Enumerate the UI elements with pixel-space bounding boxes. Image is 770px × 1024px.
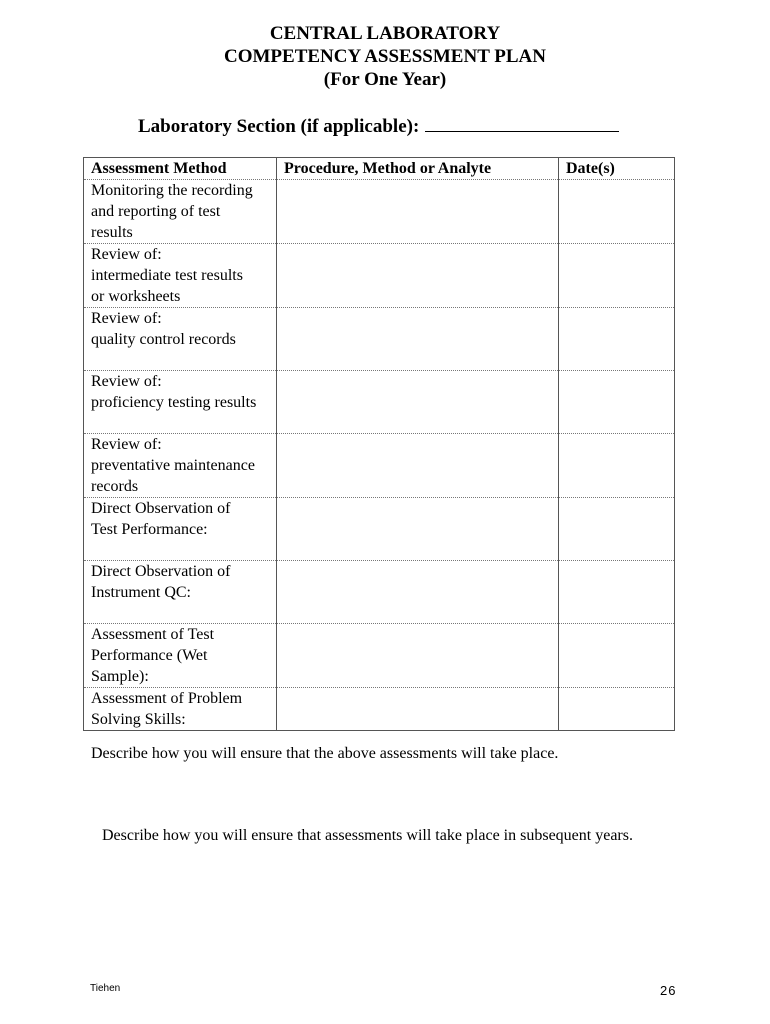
table-row	[84, 371, 675, 434]
procedure-cell[interactable]	[277, 624, 559, 688]
dates-cell[interactable]	[559, 180, 675, 244]
title-line-1: CENTRAL LABORATORY	[269, 23, 501, 44]
table-row	[84, 244, 675, 308]
assessment-method-cell: Monitoring the recording and reporting of test results	[84, 180, 277, 244]
table-row	[84, 308, 675, 371]
dates-cell[interactable]	[559, 308, 675, 371]
procedure-cell[interactable]	[277, 371, 559, 434]
procedure-cell[interactable]	[277, 180, 559, 244]
table-row	[84, 434, 675, 498]
describe-current-year-prompt: Describe how you will ensure that the above assessments will take place.	[91, 745, 559, 762]
header-dates: Date(s)	[559, 158, 675, 180]
assessment-method-cell: Direct Observation of Instrument QC:	[84, 561, 277, 624]
assessment-method-cell: Assessment of Problem Solving Skills:	[84, 688, 277, 731]
laboratory-section-label: Laboratory Section (if applicable):	[138, 116, 420, 137]
assessment-method-cell: Review of: intermediate test results or worksheets	[84, 244, 277, 308]
procedure-cell[interactable]	[277, 244, 559, 308]
procedure-cell[interactable]	[277, 561, 559, 624]
dates-cell[interactable]	[559, 561, 675, 624]
table-row	[84, 688, 675, 731]
assessment-method-cell: Direct Observation of Test Performance:	[84, 498, 277, 561]
assessment-method-cell: Assessment of Test Performance (Wet Sample):	[84, 624, 277, 688]
assessment-plan-table	[83, 157, 675, 731]
laboratory-section-blank[interactable]	[425, 113, 619, 132]
table-row	[84, 624, 675, 688]
page-number: 26	[660, 983, 677, 998]
table-row	[84, 498, 675, 561]
procedure-cell[interactable]	[277, 308, 559, 371]
procedure-cell[interactable]	[277, 688, 559, 731]
laboratory-section-row	[138, 113, 619, 139]
dates-cell[interactable]	[559, 434, 675, 498]
header-assessment-method: Assessment Method	[84, 158, 277, 180]
dates-cell[interactable]	[559, 371, 675, 434]
assessment-method-cell: Review of: preventative maintenance records	[84, 434, 277, 498]
table-header-row	[84, 158, 675, 180]
dates-cell[interactable]	[559, 244, 675, 308]
document-title	[0, 22, 770, 91]
procedure-cell[interactable]	[277, 498, 559, 561]
title-line-2: COMPETENCY ASSESSMENT PLAN	[223, 46, 546, 67]
procedure-cell[interactable]	[277, 434, 559, 498]
title-line-3: (For One Year)	[323, 69, 447, 90]
dates-cell[interactable]	[559, 624, 675, 688]
header-procedure: Procedure, Method or Analyte	[277, 158, 559, 180]
dates-cell[interactable]	[559, 688, 675, 731]
table-row	[84, 180, 675, 244]
assessment-method-cell: Review of: proficiency testing results	[84, 371, 277, 434]
assessment-method-cell: Review of: quality control records	[84, 308, 277, 371]
table-row	[84, 561, 675, 624]
footer-author: Tiehen	[90, 983, 121, 994]
dates-cell[interactable]	[559, 498, 675, 561]
describe-subsequent-years-prompt: Describe how you will ensure that assessments will take place in subsequent years.	[102, 827, 633, 844]
